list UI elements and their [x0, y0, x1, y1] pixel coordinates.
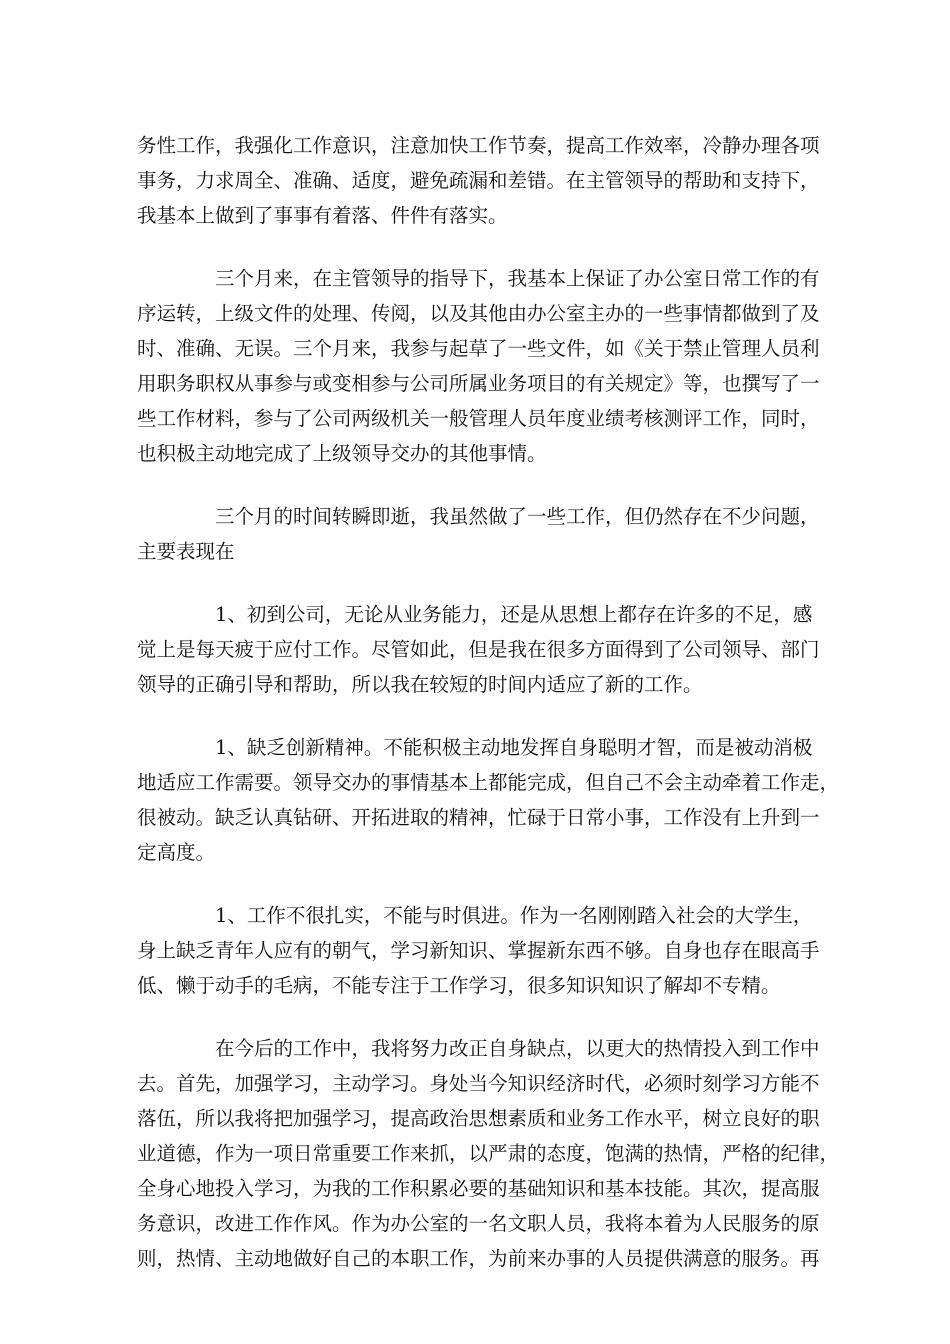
paragraph-2	[137, 261, 820, 471]
text-line: 务性工作，我强化工作意识，注意加快工作节奏，提高工作效率，冷静办理各项	[137, 134, 820, 157]
text-line: 三个月的时间转瞬即逝，我虽然做了一些工作，但仍然存在不少问题，	[215, 505, 820, 528]
paragraph-1	[137, 128, 820, 233]
text-line: 1、初到公司，无论从业务能力，还是从思想上都存在许多的不足，感	[215, 603, 813, 626]
text-line: 务意识，改进工作作风。作为办公室的一名文职人员，我将本着为人民服务的原	[137, 1212, 820, 1235]
text-line: 落伍，所以我将把加强学习，提高政治思想素质和业务工作水平，树立良好的职	[137, 1107, 820, 1130]
text-line: 很被动。缺乏认真钻研、开拓进取的精神，忙碌于日常小事，工作没有上升到一	[137, 806, 820, 829]
paragraph-3	[137, 499, 820, 569]
text-line: 序运转，上级文件的处理、传阅，以及其他由办公室主办的一些事情都做到了及	[137, 302, 820, 325]
text-line: 地适应工作需要。领导交办的事情基本上都能完成，但自己不会主动牵着工作走，	[137, 771, 840, 794]
paragraph-7	[137, 1031, 840, 1276]
text-line: 时、准确、无误。三个月来，我参与起草了一些文件，如《关于禁止管理人员利	[137, 337, 820, 360]
text-line: 事务，力求周全、准确、适度，避免疏漏和差错。在主管领导的帮助和支持下，	[137, 169, 820, 192]
text-line: 定高度。	[137, 841, 216, 864]
text-line: 1、缺乏创新精神。不能积极主动地发挥自身聪明才智，而是被动消极	[215, 736, 813, 759]
paragraph-5	[137, 730, 840, 870]
text-line: 用职务职权从事参与或变相参与公司所属业务项目的有关规定》等，也撰写了一	[137, 372, 820, 395]
text-line: 则，热情、主动地做好自己的本职工作，为前来办事的人员提供满意的服务。再	[137, 1247, 820, 1270]
text-line: 身上缺乏青年人应有的朝气，学习新知识、掌握新东西不够。自身也存在眼高手	[137, 939, 820, 962]
text-line: 觉上是每天疲于应付工作。尽管如此，但是我在很多方面得到了公司领导、部门	[137, 638, 820, 661]
text-line: 领导的正确引导和帮助，所以我在较短的时间内适应了新的工作。	[137, 673, 703, 696]
text-line: 三个月来，在主管领导的指导下，我基本上保证了办公室日常工作的有	[215, 267, 820, 290]
text-line: 也积极主动地完成了上级领导交办的其他事情。	[137, 442, 547, 465]
text-line: 些工作材料，参与了公司两级机关一般管理人员年度业绩考核测评工作，同时，	[137, 407, 820, 430]
text-line: 去。首先，加强学习，主动学习。身处当今知识经济时代，必须时刻学习方能不	[137, 1072, 820, 1095]
document-page	[137, 128, 840, 1304]
text-line: 我基本上做到了事事有着落、件件有落实。	[137, 204, 508, 227]
text-line: 在今后的工作中，我将努力改正自身缺点，以更大的热情投入到工作中	[215, 1037, 820, 1060]
text-line: 全身心地投入学习，为我的工作积累必要的基础知识和基本技能。其次，提高服	[137, 1177, 820, 1200]
paragraph-4	[137, 597, 820, 702]
text-line: 业道德，作为一项日常重要工作来抓，以严肃的态度，饱满的热情，严格的纪律，	[137, 1142, 840, 1165]
paragraph-6	[137, 898, 820, 1003]
text-line: 低、懒于动手的毛病，不能专注于工作学习，很多知识知识了解却不专精。	[137, 974, 781, 997]
text-line: 主要表现在	[137, 540, 235, 563]
text-line: 1、工作不很扎实，不能与时俱进。作为一名刚刚踏入社会的大学生，	[215, 904, 813, 927]
